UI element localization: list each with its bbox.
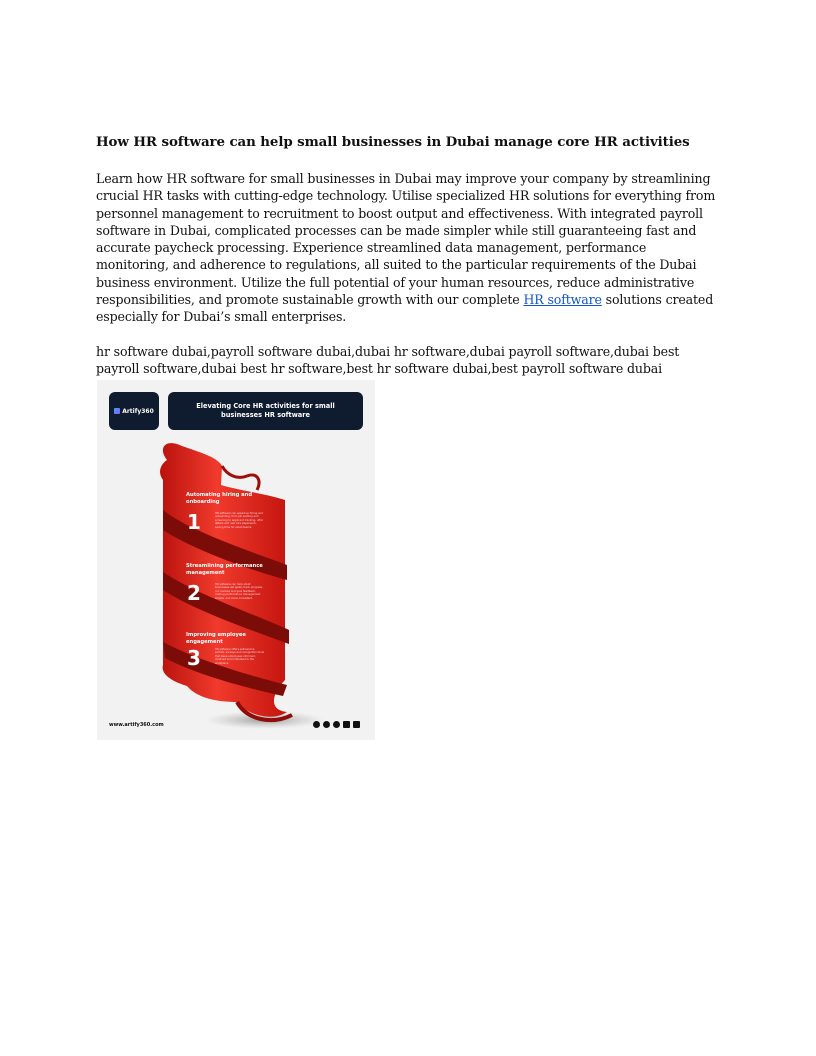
infographic-image (97, 380, 375, 740)
intro-paragraph (96, 170, 720, 326)
step-title: Automating hiring and onboarding (186, 492, 253, 505)
keywords-paragraph: hr software dubai,payroll software dubai,dubai hr software,dubai payroll software,dubai best payroll software,dubai best hr software,best hr software dubai,best payroll software dubai (96, 343, 680, 376)
step-title: Improving employee engagement (186, 632, 246, 645)
hr-software-link[interactable]: HR software (523, 292, 602, 308)
paragraph-text-end: solutions created especially for Dubai’s small enterprises. (96, 292, 714, 325)
step-text: HR software can speed up hiring and onboarding, from job posting and screening to applicant tracking, offer letters and new hire paperwork, saving time for small teams. (215, 512, 264, 529)
social-icons (313, 721, 360, 728)
paragraph-text: Learn how HR software for small businesses in Dubai may improve your company by streamlining crucial HR tasks with cutting-edge technology. Utilise specialized HR solutions for everything from personnel management to recruitment to boost output and effectiveness. With integrated payroll software in Dubai, complicated processes can be made simpler while still guaranteeing fast and accurate paycheck processing. Experience streamlined data management, performance monitoring, and adherence to regulations, all suited to the particular requirements of the Dubai business environment. Utilize the full potential of your human resources, reduce administrative responsibilities, and promote sustainable growth with our complete (96, 171, 716, 308)
linkedin-icon (343, 721, 350, 728)
pinterest-icon (323, 721, 330, 728)
infographic-header: Elevating Core HR activities for small businesses HR software (168, 392, 363, 430)
step-number: 1 (187, 510, 201, 534)
step-number: 3 (187, 646, 201, 670)
document-title: How HR software can help small businesses in Dubai manage core HR activities (96, 134, 690, 150)
facebook-icon (313, 721, 320, 728)
twitter-icon (333, 721, 340, 728)
step-text: HR software offers self-service portals, surveys and recognition tools that keep employees informed, involved and motivated in the workplace. (215, 648, 264, 665)
step-text: HR software can help small businesses set goals, track progress, run reviews and give feedback, making performance management simpler and more consistent. (215, 583, 263, 600)
document-body (96, 132, 720, 394)
step-title: Streamlining performance management (186, 563, 263, 576)
red-ribbon-graphic (97, 380, 375, 740)
footer-url: www.artify360.com (109, 722, 164, 728)
step-number: 2 (187, 581, 201, 605)
youtube-icon (353, 721, 360, 728)
logo-text: Artify360 (122, 407, 154, 415)
